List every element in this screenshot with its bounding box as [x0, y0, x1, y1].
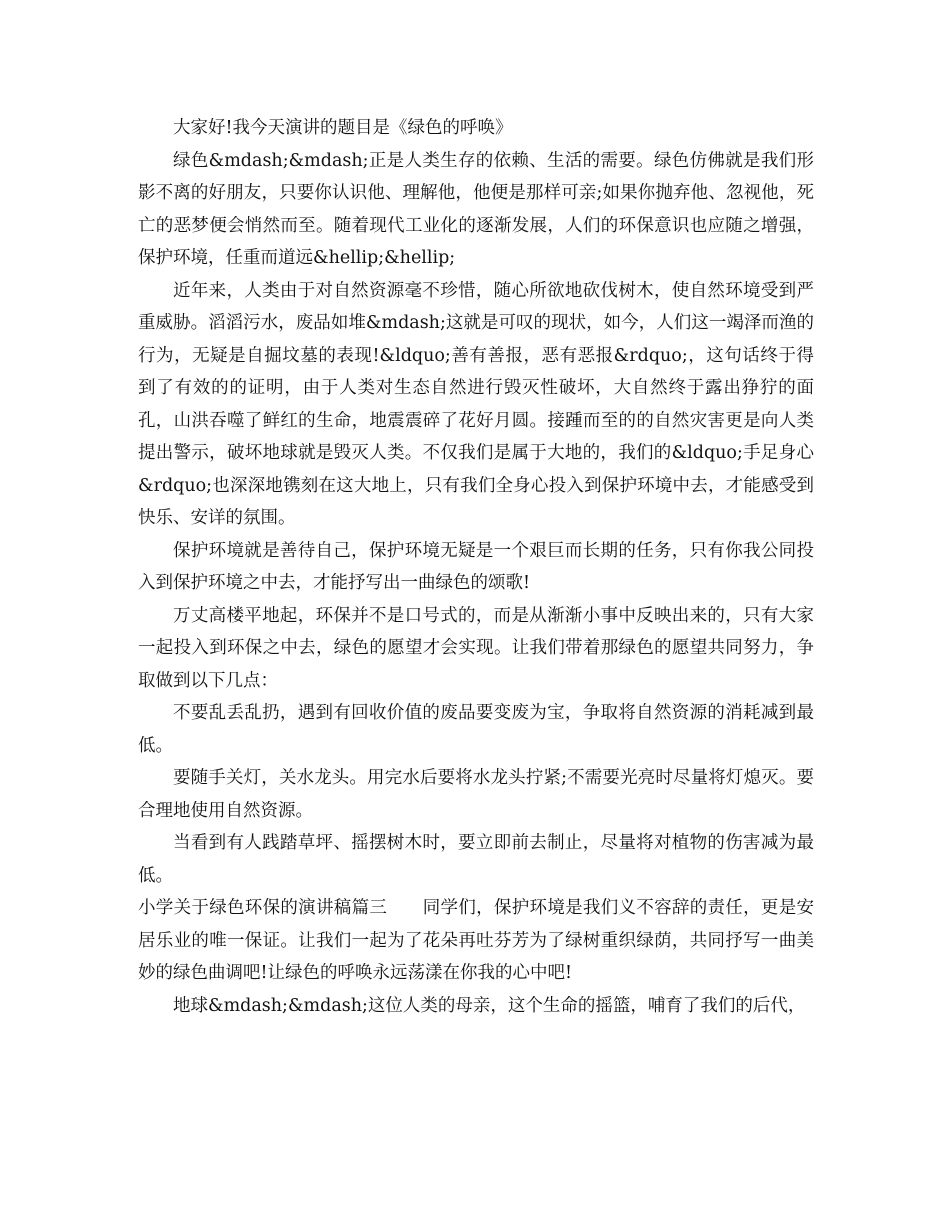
paragraph-earth-mother: 地球&mdash;&mdash;这位人类的母亲，这个生命的摇篮，哺育了我们的后代， — [173, 995, 806, 1016]
paragraph-green-intro: 绿色&mdash;&mdash;正是人类生存的依赖、生活的需要。绿色仿佛就是我们形影不离的好朋友，只要你认识他、理解他，他便是那样可亲;如果你抛弃他、忽视他，死亡的恶梦便会悄然而至。随着现代工业化的逐渐发展，人们的环保意识也应随之增强，保护环境，任重而道远&hellip;&hellip; — [138, 150, 814, 268]
document-page — [138, 112, 814, 1022]
paragraph-small-things: 万丈高楼平地起，环保并不是口号式的，而是从渐渐小事中反映出来的，只有大家一起投入到环保之中去，绿色的愿望才会实现。让我们带着那绿色的愿望共同努力，争取做到以下几点： — [138, 605, 814, 691]
paragraph-speech-three: 小学关于绿色环保的演讲稿篇三 同学们，保护环境是我们义不容辞的责任，更是安居乐业的唯一保证。让我们一起为了花朵再吐芬芳为了绿树重织绿荫，共同抒写一曲美妙的绿色曲调吧!让绿色的呼唤永远荡漾在你我的心中吧! — [138, 898, 814, 983]
paragraph-protect-self: 保护环境就是善待自己，保护环境无疑是一个艰巨而长期的任务，只有你我公同投入到保护环境之中去，才能抒写出一曲绿色的颂歌! — [138, 540, 814, 593]
paragraph-greeting: 大家好!我今天演讲的题目是《绿色的呼唤》 — [173, 118, 513, 138]
paragraph-save-resources: 要随手关灯，关水龙头。用完水后要将水龙头拧紧;不需要光亮时尽量将灯熄灭。要合理地使用自然资源。 — [138, 768, 814, 821]
paragraph-protect-plants: 当看到有人践踏草坪、摇摆树木时，要立即前去制止，尽量将对植物的伤害减为最低。 — [138, 833, 814, 886]
paragraph-recent-years: 近年来，人类由于对自然资源毫不珍惜，随心所欲地砍伐树木，使自然环境受到严重威胁。滔滔污水，废品如堆&mdash;这就是可叹的现状，如今，人们这一竭泽而渔的行为，无疑是自掘坟墓的表现!&ldquo;善有善报，恶有恶报&rdquo;，这句话终于得到了有效的的证明，由于人类对生态自然进行毁灭性破坏，大自然终于露出狰狞的面孔，山洪吞噬了鲜红的生命，地震震碎了花好月圆。接踵而至的的自然灾害更是向人类提出警示，破坏地球就是毁灭人类。不仅我们是属于大地的，我们的&ldquo;手足身心&rdquo;也深深地镌刻在这大地上，只有我们全身心投入到保护环境中去，才能感受到快乐、安详的氛围。 — [138, 280, 814, 528]
paragraph-no-littering: 不要乱丢乱扔，遇到有回收价值的废品要变废为宝，争取将自然资源的消耗减到最低。 — [138, 703, 814, 756]
